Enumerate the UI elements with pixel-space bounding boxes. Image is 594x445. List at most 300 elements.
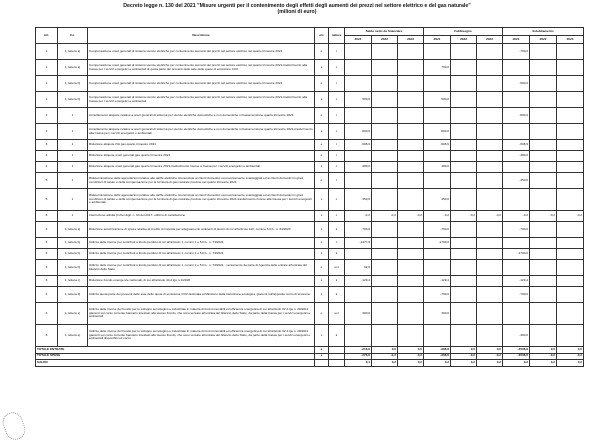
header-year: 2022 [530,36,557,44]
cell-co: 1 [58,173,88,189]
cell-se: e [315,303,329,325]
cell-art: 6 [36,238,58,249]
cell-value [398,60,424,76]
cell-value [503,162,530,173]
cell-value [530,92,557,108]
cell-se: s [315,92,329,108]
cell-value [503,238,530,249]
cell-value [451,249,477,260]
cell-value: -0,2 [477,211,503,222]
cell-natura: c [329,238,345,249]
cell-co: 1, lettera e) [58,303,88,325]
cell-value [372,60,398,76]
totals-label: TOTALE SPESE [36,353,315,360]
cell-value [530,140,557,151]
cell-value: 92,0 [345,260,372,276]
cell-value [372,108,398,124]
cell-value: -700,0 [424,222,451,238]
cell-description: Rideterminazione delle agevolazioni relative alle tariffe elettriche riconosciute ai clienti domestici economicamente svantaggiati ed ai clienti domestici in gravi condizioni di salute e della compensazione per la fornitura di gas naturale previste nel quarto trimestre 2021 [88,173,315,189]
cell-description: Utilizzo delle risorse per contributi a fondo perduto di cui all'articolo 1, commi 1 e 5 D.L. n. 73/2021 [88,238,315,249]
cell-value [372,189,398,211]
cell-value [451,303,477,325]
cell-value [372,276,398,287]
cell-value [477,162,503,173]
cell-se: s [315,189,329,211]
cell-natura: t [329,140,345,151]
cell-value [477,108,503,124]
cell-se: s [315,211,329,222]
cell-value: -0,2 [451,211,477,222]
cell-value [372,151,398,162]
cell-value [345,287,372,303]
cell-value [398,124,424,140]
header-natura: natura [329,28,345,44]
cell-value [372,249,398,260]
cell-se [315,360,329,367]
cell-value [503,60,530,76]
header-co: Co. [58,28,88,44]
cell-co: 1, lettera a) [58,44,88,60]
cell-value [398,173,424,189]
group-header-row [36,28,584,36]
cell-se: e [315,347,329,354]
cell-description: Riduzione aliquote oneri generali gas quarto trimestre 2021 [88,151,315,162]
cell-value [398,151,424,162]
cell-value: -300,0 [503,325,530,347]
cell-value: -500,0 [503,76,530,92]
cell-co: 1 [58,151,88,162]
table-row [36,140,584,151]
cell-value: -0,2 [557,353,584,360]
table-row [36,124,584,140]
cell-value [398,222,424,238]
cell-value [372,325,398,347]
cell-co: 1, lettera b) [58,238,88,249]
document-title: Decreto legge n. 130 del 2021 "Misure urgenti per il contenimento degli effetti degli aumenti dei prezzi nel settore elettrico e del gas naturale" [123,3,471,9]
cell-co: 1 [58,140,88,151]
cell-art: 1 [36,60,58,76]
table-row [36,238,584,249]
cell-value: -129,4 [503,276,530,287]
cell-value: -0,2 [372,211,398,222]
cell-value: 300,0 [345,303,372,325]
cell-value [477,276,503,287]
cell-value [345,76,372,92]
cell-art: 6 [36,260,58,276]
cell-se: s [315,276,329,287]
header-se: e/s [315,28,329,44]
cell-natura: c [329,162,345,173]
cell-value: -0,2 [345,211,372,222]
cell-value: 0,2 [503,360,530,367]
cell-value [477,238,503,249]
cell-value [557,151,584,162]
cell-value [345,108,372,124]
cell-art: 3 [36,140,58,151]
header-year: 2021 [424,36,451,44]
cell-value [424,108,451,124]
cell-se: s [315,287,329,303]
cell-value [451,222,477,238]
cell-se: e [315,76,329,92]
cell-value: -450,0 [503,173,530,189]
cell-description: Interruzione attività (in.ftel digit. n. 94 del 2017- utilizzo di cartellazione [88,211,315,222]
cell-value [530,108,557,124]
cell-value [477,76,503,92]
cell-natura: k [329,287,345,303]
cell-value [557,287,584,303]
cell-value [530,249,557,260]
financial-table [35,27,584,367]
cell-art: 2 [36,124,58,140]
cell-co: 1, lettera b) [58,249,88,260]
cell-value: 0,1 [345,360,372,367]
cell-se: e [315,140,329,151]
cell-value: 0,2 [451,360,477,367]
cell-value: 0,2 [530,360,557,367]
cell-art: 4 [36,162,58,173]
cell-value [345,60,372,76]
cell-art: 6 [36,325,58,347]
cell-art: 1 [36,44,58,60]
cell-natura: k [329,276,345,287]
cell-value: -129,4 [424,276,451,287]
cell-natura: c [329,92,345,108]
cell-value [424,260,451,276]
cell-value: 0,2 [398,360,424,367]
cell-value: 0,2 [477,360,503,367]
cell-se: s [315,325,329,347]
cell-value: 0,0 [557,347,584,354]
cell-value: -3638,6 [503,353,530,360]
table-row [36,60,584,76]
cell-value [530,162,557,173]
cell-value [557,44,584,60]
cell-value [398,92,424,108]
cell-value: -216,9 [345,347,372,354]
cell-art: 6 [36,276,58,287]
cell-value [424,151,451,162]
cell-value [451,151,477,162]
scan-artifact [0,409,28,442]
cell-value [451,76,477,92]
cell-value: 0,0 [372,347,398,354]
header-year: 2023 [477,36,503,44]
cell-value [398,44,424,60]
cell-co: 1, lettera b) [58,76,88,92]
cell-natura: c [329,211,345,222]
header-art: Art. [36,28,58,44]
cell-value: 0,0 [477,347,503,354]
cell-value [398,76,424,92]
cell-value [477,287,503,303]
cell-value: -700,0 [503,287,530,303]
cell-value [451,189,477,211]
cell-description: Utilizzo delle risorse del Fondo per lo sviluppo tecnologico e industriale in materia di fonti rinnovabili ed efficienza energetica di cui all'articolo 32 d.lgs n. 28/2011 giacenti sul conto corrente bancario intestato allo stesso Fondo, che sono versate all'entrata del bilancio dello Stato, da parte della Cassa per i servizi energetici e ambientali [88,303,315,325]
cell-value [345,173,372,189]
cell-value: 480,0 [424,162,451,173]
cell-value [477,60,503,76]
cell-value [398,162,424,173]
totals-label: TOTALE ENTRATE [36,347,315,354]
cell-natura: t [329,151,345,162]
table-row [36,151,584,162]
cell-value [398,238,424,249]
cell-description: Riduzione aliquote IVA gas quarto trimestre 2021 [88,140,315,151]
cell-value [345,151,372,162]
cell-value: -0,2 [477,353,503,360]
cell-art: 6 [36,249,58,260]
table-row [36,260,584,276]
cell-description: Riduzione Fondo emergenze nazionali, di cui all'articolo 44 d.lgs n.1/2018 [88,276,315,287]
cell-description: Rideterminazione delle agevolazioni relative alle tariffe elettriche riconosciute ai clienti domestici economicamente svantaggiati ed ai clienti domestici in gravi condizioni di salute e della compensazione per la fornitura di gas naturale previste nel quarto trimestre 2021-trasferimento risorse alla Cassa per i servizi energetici e ambientali [88,189,315,211]
cell-value [530,151,557,162]
cell-art: 5 [36,189,58,211]
cell-description: Annullamento aliquote relative a oneri generali di sistema per utenze elettriche domestiche e non domestiche in bassa tensione quarto trimestre 2021 [88,108,315,124]
cell-value: -0,2 [398,211,424,222]
cell-value: -0,2 [451,353,477,360]
cell-value: 450,0 [345,189,372,211]
cell-value: 800,0 [345,124,372,140]
cell-value [372,222,398,238]
cell-se: s [315,60,329,76]
header-fabbisogno: Fabbisogno [424,28,503,36]
cell-description: Utilizzo delle risorse per contributi a fondo perduto di cui all'articolo 1, commi 1 e 5 D.L. n. 73/2021 [88,249,315,260]
cell-value: -608,9 [345,140,372,151]
cell-value [557,92,584,108]
cell-co: 1, lettera d) [58,287,88,303]
cell-art: 6 [36,287,58,303]
cell-value: -700,0 [503,222,530,238]
cell-natura: t [329,76,345,92]
cell-value [503,260,530,276]
cell-art: 5 [36,173,58,189]
cell-value: -308,9 [424,347,451,354]
cell-co: 1 [58,162,88,173]
cell-value [451,276,477,287]
cell-value [398,325,424,347]
cell-value [530,238,557,249]
cell-value: 500,0 [345,92,372,108]
cell-value [557,276,584,287]
cell-value [557,238,584,249]
cell-art: 1 [36,92,58,108]
cell-value [424,249,451,260]
cell-value [477,249,503,260]
cell-value [530,60,557,76]
cell-value: -1700,0 [424,238,451,249]
cell-value: -0,2 [530,211,557,222]
cell-natura: t [329,173,345,189]
cell-co: 1, lettera a) [58,60,88,76]
cell-value [530,303,557,325]
cell-value: 450,0 [424,189,451,211]
cell-se: s [315,222,329,238]
cell-value: -608,9 [424,140,451,151]
cell-value: -0,2 [503,211,530,222]
cell-value [424,76,451,92]
cell-se: e [315,151,329,162]
cell-value [398,108,424,124]
cell-value [503,303,530,325]
cell-art: 2 [36,108,58,124]
cell-description: Utilizzo quota parte dei proventi delle aste delle quote di emissione CO2 destinata al Ministero della transizione ecologica, giacenti sull'apposito conto di tesoreria [88,287,315,303]
cell-value [451,162,477,173]
cell-value: 800,0 [424,124,451,140]
cell-value [477,44,503,60]
cell-value: -800,0 [503,108,530,124]
cell-value [451,287,477,303]
cell-natura: k [329,325,345,347]
table-row [36,44,584,60]
header-indebitamento: Indebitamento [503,28,584,36]
cell-value [530,76,557,92]
cell-description: Riduzione autorizzazione di spesa relativa al credito di imposta per adeguamento ambienti di lavoro di cui all'articolo 120, comma 6 D.L. n. 34/2020 [88,222,315,238]
cell-value [398,260,424,276]
cell-art: 4 [36,151,58,162]
table-row [36,303,584,325]
cell-value: -700,0 [503,44,530,60]
cell-value: -0,2 [372,353,398,360]
cell-value [503,124,530,140]
cell-value [372,303,398,325]
cell-co: 1, lettera e) [58,325,88,347]
cell-natura [329,360,345,367]
cell-value [477,140,503,151]
cell-value: -700,0 [424,287,451,303]
cell-value [530,287,557,303]
cell-value [557,162,584,173]
cell-value: -308,6 [424,353,451,360]
cell-value [477,325,503,347]
cell-natura: ext [329,303,345,325]
table-row [36,162,584,173]
cell-value [557,189,584,211]
cell-value: -1477,0 [345,238,372,249]
cell-natura: c [329,189,345,211]
cell-value [557,260,584,276]
cell-value: -480,0 [503,151,530,162]
cell-value [557,124,584,140]
table-row [36,173,584,189]
cell-co: 1, lettera b) [58,92,88,108]
cell-value [451,238,477,249]
header-year: 2021 [345,36,372,44]
cell-value [477,189,503,211]
cell-value: -0,2 [398,353,424,360]
cell-value [503,189,530,211]
table-row [36,276,584,287]
cell-value: -0,2 [530,353,557,360]
cell-se: s [315,238,329,249]
cell-value [424,173,451,189]
cell-natura: k [329,249,345,260]
table-row [36,222,584,238]
table-row [36,92,584,108]
cell-value [530,189,557,211]
header-year: 2023 [398,36,424,44]
cell-value: -129,4 [345,276,372,287]
cell-value [451,60,477,76]
cell-co: 1 [58,124,88,140]
cell-value [477,124,503,140]
cell-value [372,260,398,276]
cell-se: e [315,260,329,276]
cell-value [398,189,424,211]
cell-value [398,287,424,303]
cell-description: Compensazione oneri generali di sistema utenze elettriche per contenimento aumenti dei prezzi nel settore elettrico nel quarto trimestre 2021-trasferimento alla Cassa per i servizi energetici e ambientali [88,92,315,108]
table-row [36,108,584,124]
cell-value: -0,2 [557,211,584,222]
cell-value [372,76,398,92]
cell-value [477,92,503,108]
cell-description: Annullamento aliquote relative a oneri generali di sistema per utenze elettriche domestiche e non domestiche in bassa tensione quarto trimestre 2021-trasferimento alla Cassa per i servizi energetici e ambientali [88,124,315,140]
cell-value [345,44,372,60]
cell-value: 500,0 [424,92,451,108]
cell-value [424,325,451,347]
cell-value: 0,0 [530,347,557,354]
cell-value: 300,0 [424,303,451,325]
header-saldo-netto: Saldo netto da finanziare [345,28,424,36]
cell-value [398,249,424,260]
cell-value [345,325,372,347]
cell-value [398,276,424,287]
cell-value [451,260,477,276]
cell-natura: ext [329,260,345,276]
cell-natura: c [329,60,345,76]
cell-value [372,92,398,108]
cell-value [451,108,477,124]
table-row [36,287,584,303]
cell-se: e [315,108,329,124]
cell-art: 6 [36,211,58,222]
cell-value: 0,2 [424,360,451,367]
cell-value [557,108,584,124]
cell-value [557,222,584,238]
cell-natura: c [329,124,345,140]
cell-se: s [315,353,329,360]
cell-natura: k [329,222,345,238]
totals-label: SALDO [36,360,315,367]
cell-value: 0,2 [557,360,584,367]
cell-value: 700,0 [424,60,451,76]
cell-value [530,260,557,276]
cell-se: e [315,44,329,60]
cell-value: -1700,0 [503,249,530,260]
header-year: 2021 [503,36,530,44]
cell-value [451,44,477,60]
cell-co: 1 [58,189,88,211]
cell-co: 1 [58,211,88,222]
cell-value [451,124,477,140]
table-row [36,76,584,92]
cell-natura: t [329,44,345,60]
cell-value [451,92,477,108]
cell-value [477,151,503,162]
header-descrizione: Descrizione [88,28,315,44]
cell-co: 1, lettera a) [58,222,88,238]
cell-se: s [315,124,329,140]
cell-value [372,140,398,151]
header-year: 2022 [372,36,398,44]
cell-value [530,173,557,189]
cell-se: s [315,162,329,173]
table-row [36,249,584,260]
cell-value [372,124,398,140]
cell-value [451,325,477,347]
cell-description: Riduzione aliquote oneri generali gas quarto trimestre 2021-trasferimento risorse a Cassa per i servizi energetici e ambientali [88,162,315,173]
cell-value [503,92,530,108]
